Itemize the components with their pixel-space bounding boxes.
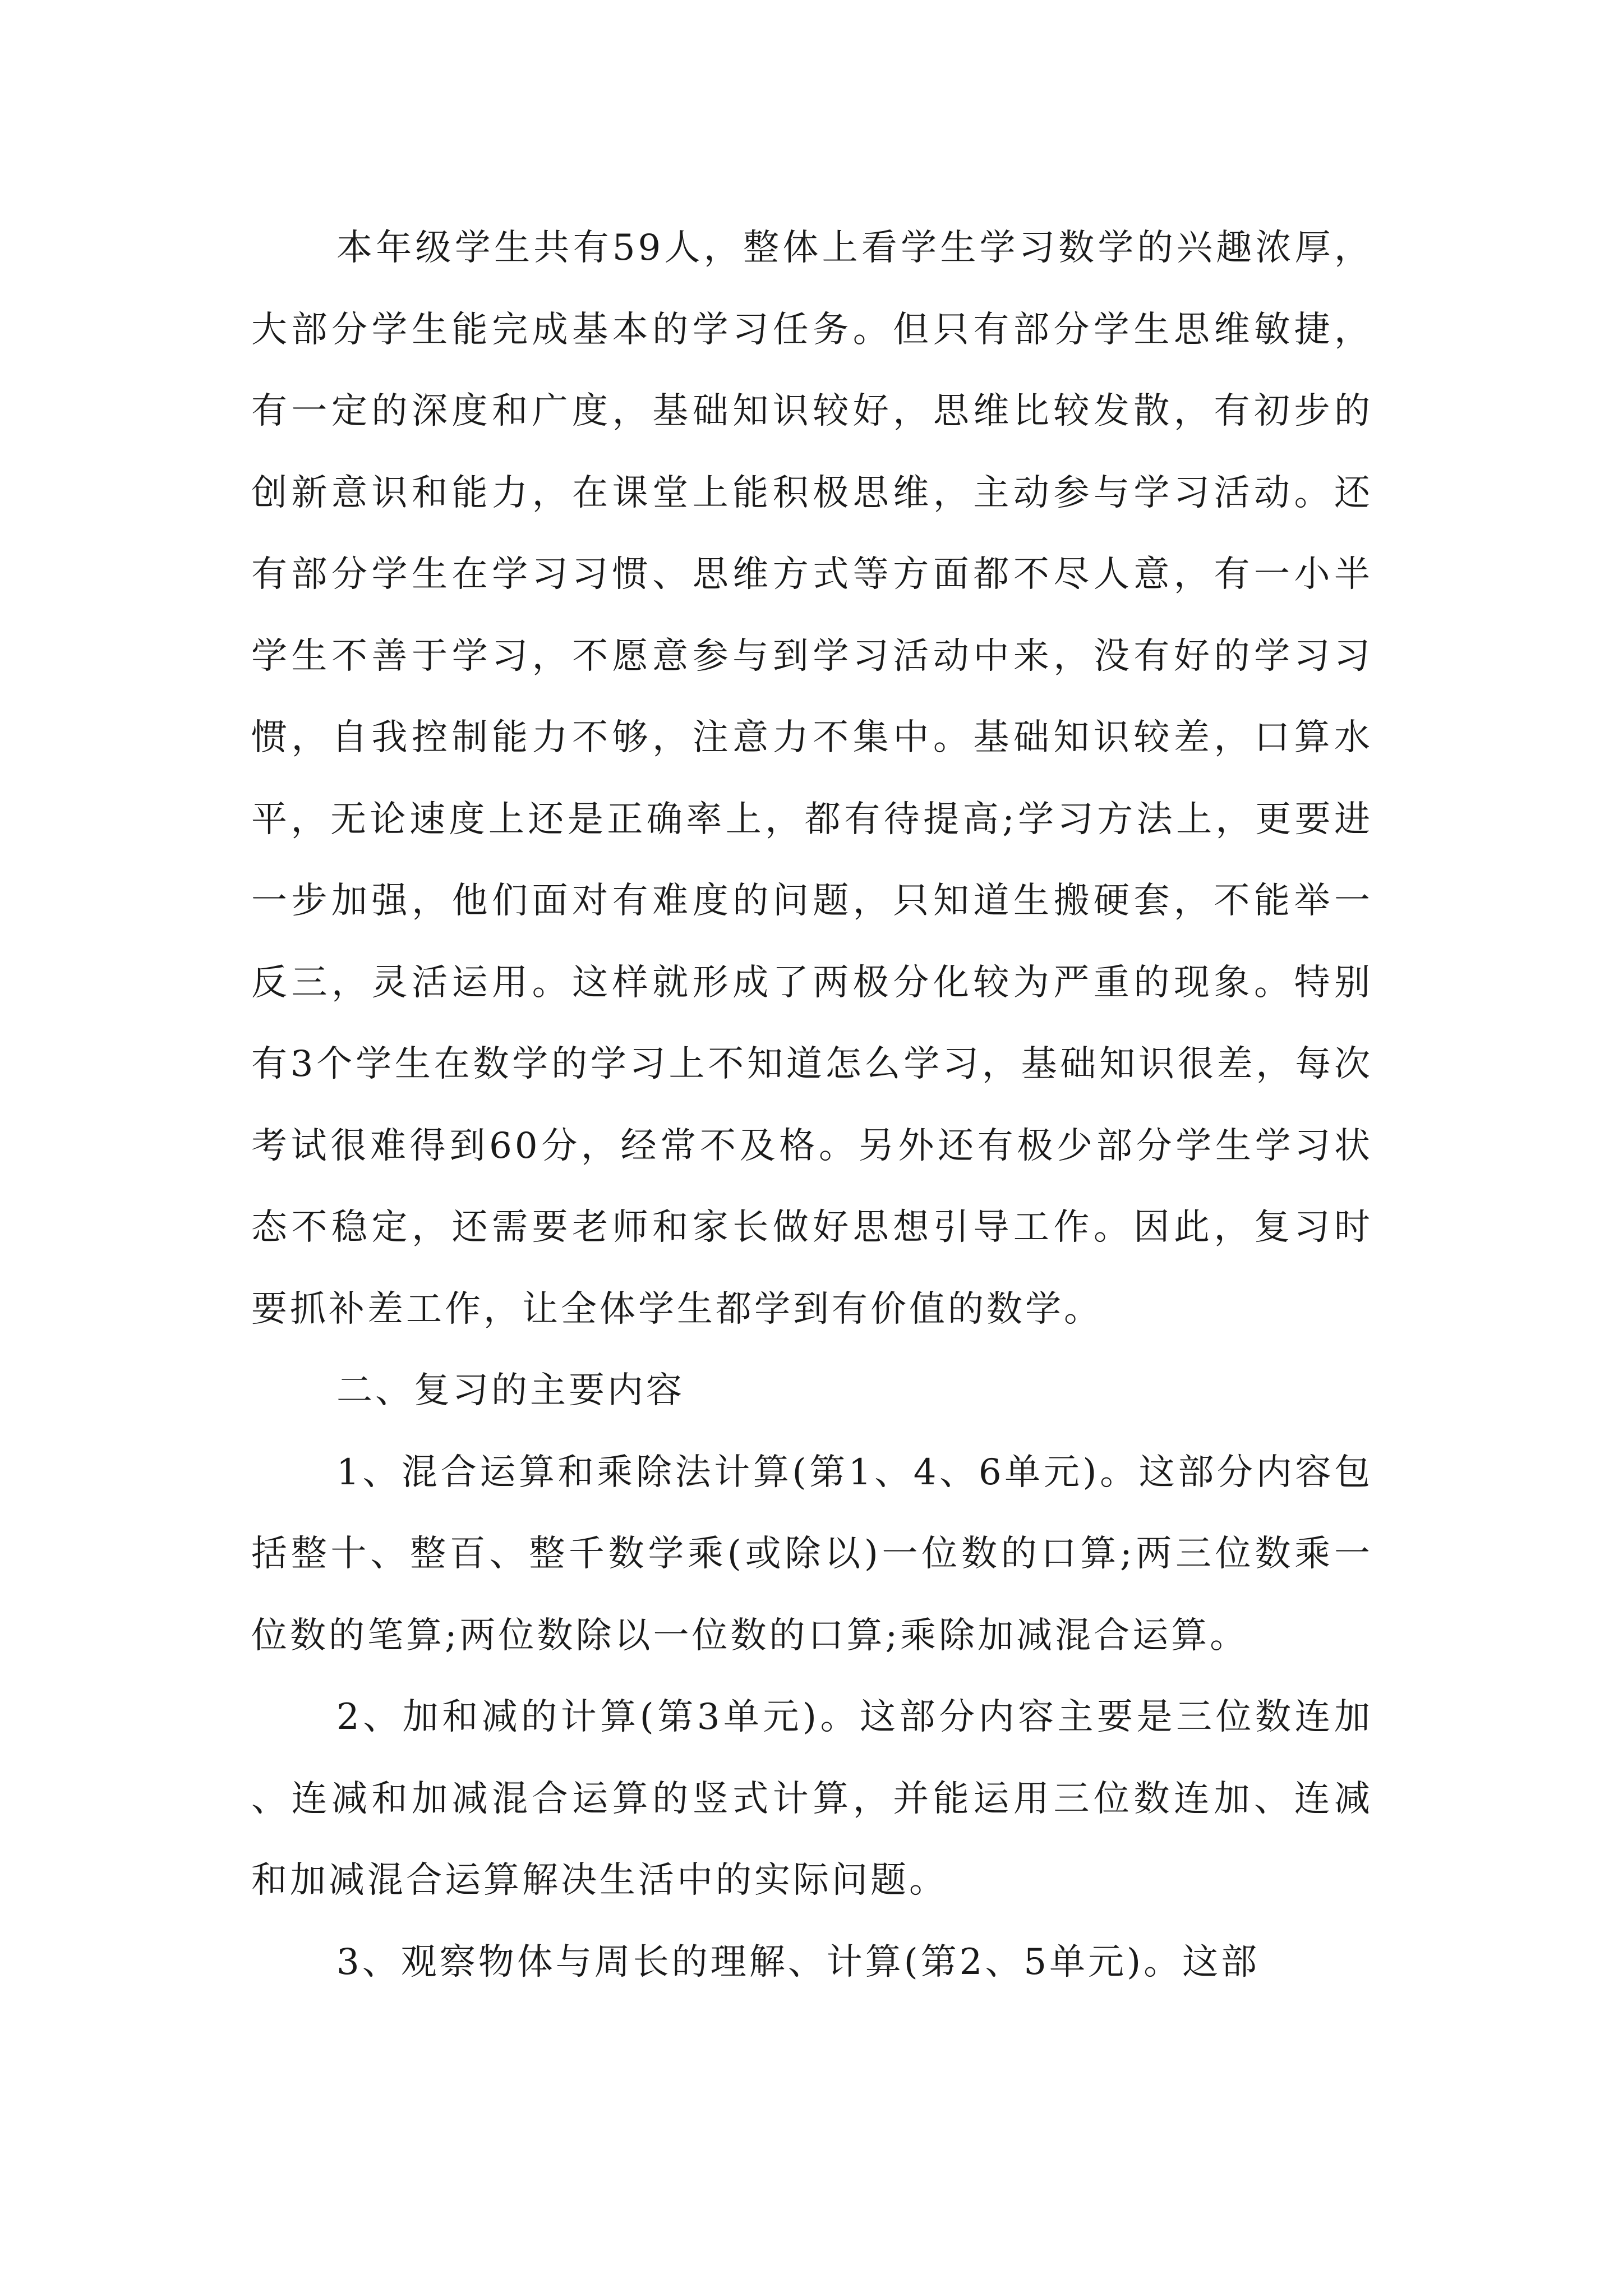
paragraph-item-3: 3、观察物体与周长的理解、计算(第2、5单元)。这部 <box>336 1941 1260 1983</box>
paragraph-item-1: 1、混合运算和乘除法计算(第1、4、6单元)。这部分内容包括整十、整百、整千数学乘(或除以)一位数的口算;两三位数乘一位数的笔算;两位数除以一位数的口算;乘除加减混合运算。 <box>251 1451 1373 1657</box>
paragraph-student-analysis: 本年级学生共有59人，整体上看学生学习数学的兴趣浓厚，大部分学生能完成基本的学习任务。但只有部分学生思维敏捷，有一定的深度和广度，基础知识较好，思维比较发散，有初步的创新意识和能力，在课堂上能积极思维，主动参与学习活动。还有部分学生在学习习惯、思维方式等方面都不尽人意，有一小半学生不善于学习，不愿意参与到学习活动中来，没有好的学习习惯，自我控制能力不够，注意力不集中。基础知识较差，口算水平，无论速度上还是正确率上，都有待提高;学习方法上，更要进一步加强，他们面对有难度的问题，只知道生搬硬套，不能举一反三，灵活运用。这样就形成了两极分化较为严重的现象。特别有3个学生在数学的学习上不知道怎么学习，基础知识很差，每次考试很难得到60分，经常不及格。另外还有极少部分学生学习状态不稳定，还需要老师和家长做好思想引导工作。因此，复习时要抓补差工作，让全体学生都学到有价值的数学。 <box>251 227 1373 1330</box>
document-body <box>251 208 1373 2003</box>
section-heading-review-content: 二、复习的主要内容 <box>336 1370 685 1411</box>
paragraph-item-2: 2、加和减的计算(第3单元)。这部分内容主要是三位数连加、连减和加减混合运算的竖式计算，并能运用三位数连加、连减和加减混合运算解决生活中的实际问题。 <box>251 1696 1373 1901</box>
